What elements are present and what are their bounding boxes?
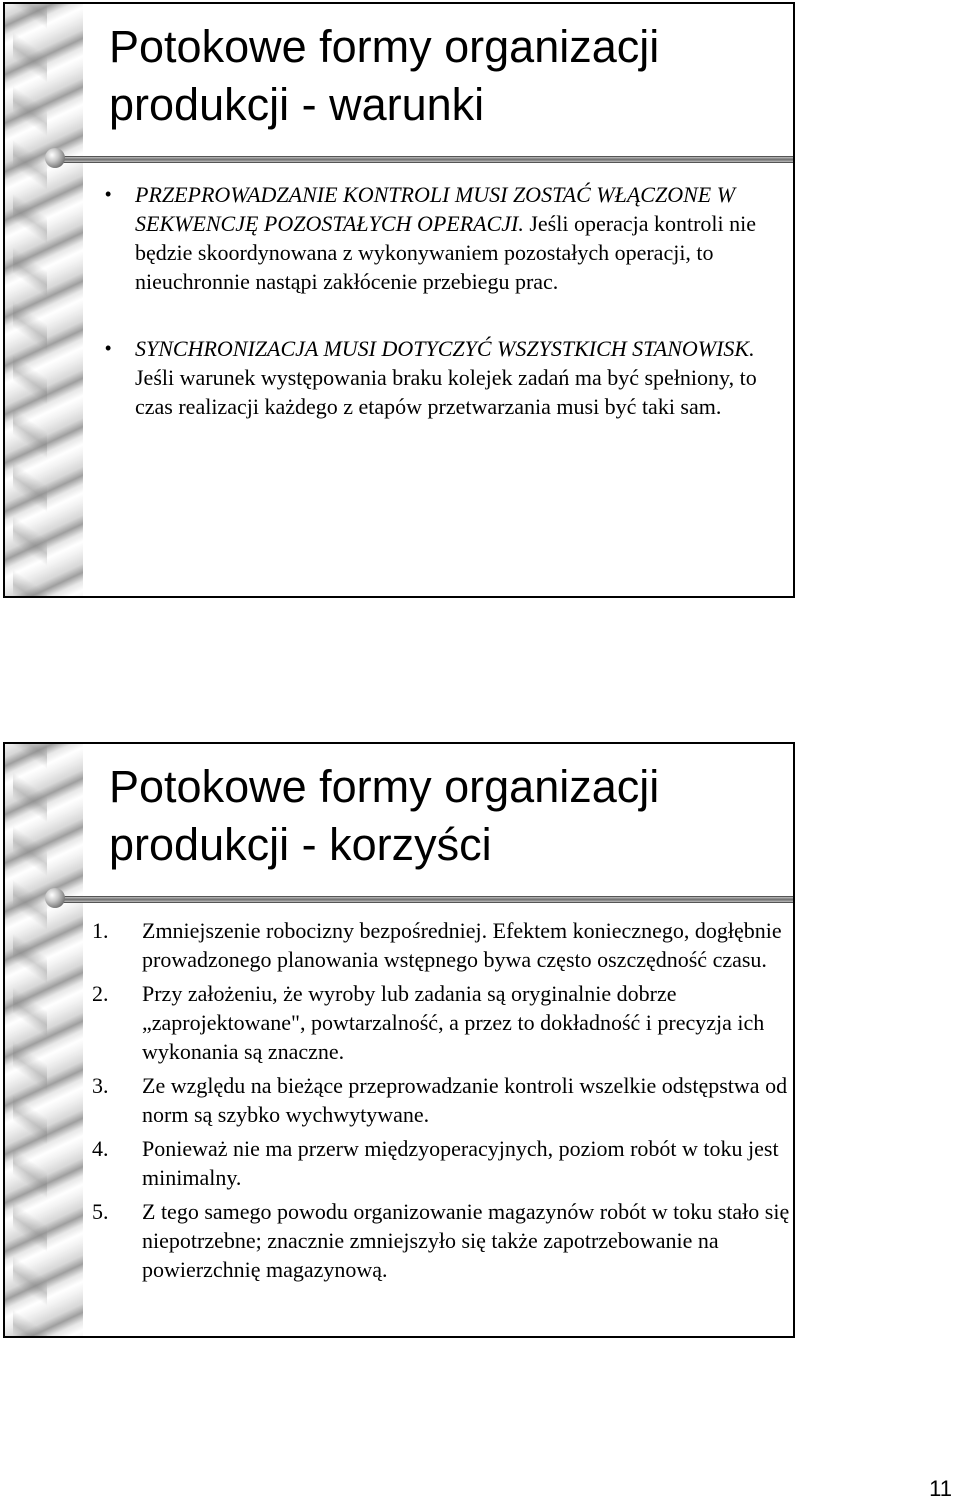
item-text: Z tego samego powodu organizowanie magazynów robót w toku stało się niepotrzebne; znacznie zmniejszyło się także zapotrzebowanie na powierzchnię magazynową. <box>142 1199 790 1282</box>
spiral-binding-decoration <box>5 744 83 1336</box>
title-line-2: produkcji - warunki <box>109 79 485 130</box>
bullet-text: Jeśli warunek występowania braku kolejek zadań ma być spełniony, to czas realizacji każdego z etapów przetwarzania musi być taki sam. <box>135 365 757 419</box>
item-text: Przy założeniu, że wyroby lub zadania są oryginalnie dobrze „zaprojektowane", powtarzalność, a przez to dokładność i precyzja ich wykonania są znaczne. <box>142 981 765 1064</box>
slide-title <box>109 18 789 134</box>
item-text: Zmniejszenie robocizny bezpośredniej. Efektem koniecznego, dogłębnie prowadzonego planowania wstępnego bywa często oszczędność czasu. <box>142 918 782 972</box>
bullet-text: Jeśli operacja kontroli nie będzie skoordynowana z wykonywaniem pozostałych operacji, to nieuchronnie nastąpi zakłócenie przebiegu prac. <box>135 211 757 294</box>
list-item <box>105 180 785 296</box>
title-line-2: produkcji - korzyści <box>109 819 492 870</box>
bullet-icon: • <box>105 338 112 358</box>
item-number: 3. <box>92 1073 109 1098</box>
bullet-icon: • <box>105 184 112 204</box>
list-item <box>105 334 785 421</box>
item-text: Ponieważ nie ma przerw międzyoperacyjnych, poziom robót w toku jest minimalny. <box>142 1136 779 1190</box>
item-text: Ze względu na bieżące przeprowadzanie kontroli wszelkie odstępstwa od norm są szybko wychwytywane. <box>142 1073 788 1127</box>
title-line-1: Potokowe formy organizacji <box>109 21 660 72</box>
slide-warunki <box>3 2 795 598</box>
bullet-list <box>105 180 785 459</box>
bullet-lead: PRZEPROWADZANIE KONTROLI MUSI ZOSTAĆ WŁĄCZONE W SEKWENCJĘ POZOSTAŁYCH OPERACJI. <box>135 182 736 236</box>
list-item <box>84 916 790 974</box>
list-item <box>84 1071 790 1129</box>
item-number: 4. <box>92 1136 109 1161</box>
separator-bar <box>59 896 795 903</box>
spiral-binding-decoration <box>5 4 83 596</box>
item-number: 1. <box>92 918 109 943</box>
title-separator <box>45 154 795 163</box>
title-separator <box>45 894 795 903</box>
separator-bar <box>59 156 795 163</box>
item-number: 2. <box>92 981 109 1006</box>
list-item <box>84 1197 790 1284</box>
separator-ball-icon <box>45 888 65 908</box>
page-number: 11 <box>929 1476 952 1501</box>
list-item <box>84 979 790 1066</box>
bullet-lead: SYNCHRONIZACJA MUSI DOTYCZYĆ WSZYSTKICH STANOWISK. <box>135 336 755 361</box>
title-line-1: Potokowe formy organizacji <box>109 761 660 812</box>
slide-title <box>109 758 789 874</box>
item-number: 5. <box>92 1199 109 1224</box>
list-item <box>84 1134 790 1192</box>
numbered-list <box>84 916 790 1289</box>
separator-ball-icon <box>45 148 65 168</box>
